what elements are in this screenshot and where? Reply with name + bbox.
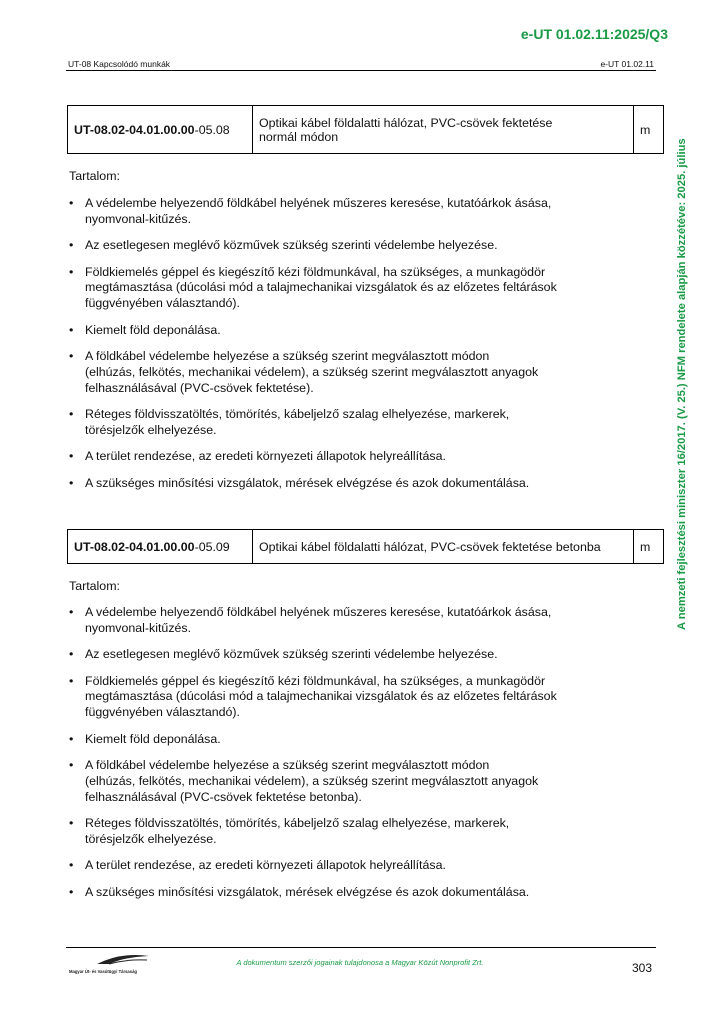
bullet-icon: • — [69, 884, 74, 899]
list-item — [69, 196, 629, 228]
bullet-icon: • — [69, 731, 74, 746]
list-item — [69, 674, 629, 721]
item-description-line: normál módon — [259, 129, 339, 144]
list-item — [69, 323, 629, 339]
bullet-icon: • — [69, 238, 74, 253]
list-item-line: Az esetlegesen meglévő közművek szükség szerinti védelembe helyezése. — [85, 647, 498, 662]
list-item — [69, 265, 629, 312]
item-description-line: Optikai kábel földalatti hálózat, PVC-csövek fektetése — [259, 115, 553, 130]
item-description-cell — [253, 106, 634, 154]
item-code: UT-08.02-04.01.00.00 — [74, 122, 195, 137]
list-item-line: Földkiemelés géppel és kiegészítő kézi földmunkával, ha szükséges, a munkagödör — [85, 673, 546, 688]
item-unit: m — [634, 106, 664, 154]
list-item — [69, 476, 629, 492]
list-item-line: megtámasztása (dúcolási mód a talajmechanikai vizsgálatok és az előzetes feltárások — [85, 689, 557, 704]
list-item-line: felhasználásával (PVC-csövek fektetése). — [85, 380, 314, 395]
list-item — [69, 858, 629, 874]
list-item-line: Az esetlegesen meglévő közművek szükség szerinti védelembe helyezése. — [85, 238, 498, 253]
bullet-icon: • — [69, 858, 74, 873]
content-label: Tartalom: — [69, 169, 120, 183]
header-chapter: UT-08 Kapcsolódó munkák — [68, 59, 171, 69]
list-item-line: A terület rendezése, az eredeti környezeti állapotok helyreállítása. — [85, 449, 446, 464]
list-item-line: A védelembe helyezendő földkábel helyének műszeres keresése, kutatóárkok ásása, — [85, 196, 552, 210]
list-item-line: törésjelzők elhelyezése. — [85, 422, 217, 437]
list-item — [69, 349, 629, 396]
header-divider — [66, 70, 656, 71]
bullet-icon: • — [69, 348, 74, 363]
item-description-line: Optikai kábel földalatti hálózat, PVC-csövek fektetése betonba — [259, 539, 601, 554]
item-code-suffix: -05.09 — [194, 539, 230, 554]
list-item-line: A földkábel védelembe helyezése a szükség szerint megválasztott módon — [85, 348, 490, 363]
list-item-line: A szükséges minősítési vizsgálatok, mérések elvégzése és azok dokumentálása. — [85, 475, 530, 490]
bullet-icon: • — [69, 264, 74, 279]
list-item-line: törésjelzők elhelyezése. — [85, 831, 217, 846]
item-header-table-2 — [67, 529, 664, 564]
list-item-line: nyomvonal-kitűzés. — [85, 211, 192, 226]
list-item — [69, 816, 629, 848]
list-item — [69, 885, 629, 901]
footer-divider — [66, 947, 656, 948]
list-item-line: függvényében választandó). — [85, 705, 240, 720]
content-list — [69, 196, 629, 502]
content-label: Tartalom: — [69, 579, 120, 593]
list-item-line: Réteges földvisszatöltés, tömörítés, kábeljelző szalag elhelyezése, markerek, — [85, 815, 510, 830]
logo-text: Magyar Út- és Vasútügyi Társaság — [69, 969, 137, 974]
list-item-line: megtámasztása (dúcolási mód a talajmechanikai vizsgálatok és az előzetes feltárások — [85, 280, 557, 295]
list-item-line: Földkiemelés géppel és kiegészítő kézi földmunkával, ha szükséges, a munkagödör — [85, 264, 546, 279]
list-item-line: Réteges földvisszatöltés, tömörítés, kábeljelző szalag elhelyezése, markerek, — [85, 406, 510, 421]
item-header-table-1 — [67, 105, 664, 154]
bullet-icon: • — [69, 475, 74, 490]
page-number: 303 — [631, 961, 652, 975]
bullet-icon: • — [69, 196, 74, 210]
item-code-cell — [68, 530, 253, 564]
list-item-line: felhasználásával (PVC-csövek fektetése betonba). — [85, 789, 362, 804]
content-list — [69, 605, 629, 911]
list-item-line: (elhúzás, felkötés, mechanikai védelem), a szükség szerint megválasztott anyagok — [85, 364, 539, 379]
bullet-icon: • — [69, 406, 74, 421]
list-item-line: Kiemelt föld deponálása. — [85, 731, 221, 746]
bullet-icon: • — [69, 815, 74, 830]
bullet-icon: • — [69, 605, 74, 619]
copyright-note: A dokumentum szerzői jogainak tulajdonosa a Magyar Közút Nonprofit Zrt. — [236, 958, 484, 967]
bullet-icon: • — [69, 673, 74, 688]
item-code-suffix: -05.08 — [194, 122, 230, 137]
list-item — [69, 449, 629, 465]
document-code: e-UT 01.02.11:2025/Q3 — [520, 26, 668, 42]
list-item-line: A szükséges minősítési vizsgálatok, mérések elvégzése és azok dokumentálása. — [85, 884, 530, 899]
publication-note: A nemzeti fejlesztési miniszter 16/2017. (V. 25.) NFM rendelete alapján közzétéve: 2025. július — [676, 138, 688, 630]
list-item-line: Kiemelt föld deponálása. — [85, 322, 221, 337]
list-item — [69, 647, 629, 663]
list-item — [69, 407, 629, 439]
item-unit: m — [634, 530, 664, 564]
header-standard: e-UT 01.02.11 — [600, 59, 654, 69]
list-item-line: A földkábel védelembe helyezése a szükség szerint megválasztott módon — [85, 757, 490, 772]
list-item — [69, 758, 629, 805]
bullet-icon: • — [69, 449, 74, 464]
list-item-line: (elhúzás, felkötés, mechanikai védelem), a szükség szerint megválasztott anyagok — [85, 773, 539, 788]
item-description-cell — [253, 530, 634, 564]
bullet-icon: • — [69, 322, 74, 337]
list-item — [69, 238, 629, 254]
list-item — [69, 605, 629, 637]
list-item-line: függvényében választandó). — [85, 296, 240, 311]
item-code-cell — [68, 106, 253, 154]
list-item — [69, 732, 629, 748]
list-item-line: nyomvonal-kitűzés. — [85, 620, 192, 635]
list-item-line: A terület rendezése, az eredeti környezeti állapotok helyreállítása. — [85, 858, 446, 873]
bullet-icon: • — [69, 647, 74, 662]
bullet-icon: • — [69, 757, 74, 772]
list-item-line: A védelembe helyezendő földkábel helyének műszeres keresése, kutatóárkok ásása, — [85, 605, 552, 619]
item-code: UT-08.02-04.01.00.00 — [74, 539, 195, 554]
